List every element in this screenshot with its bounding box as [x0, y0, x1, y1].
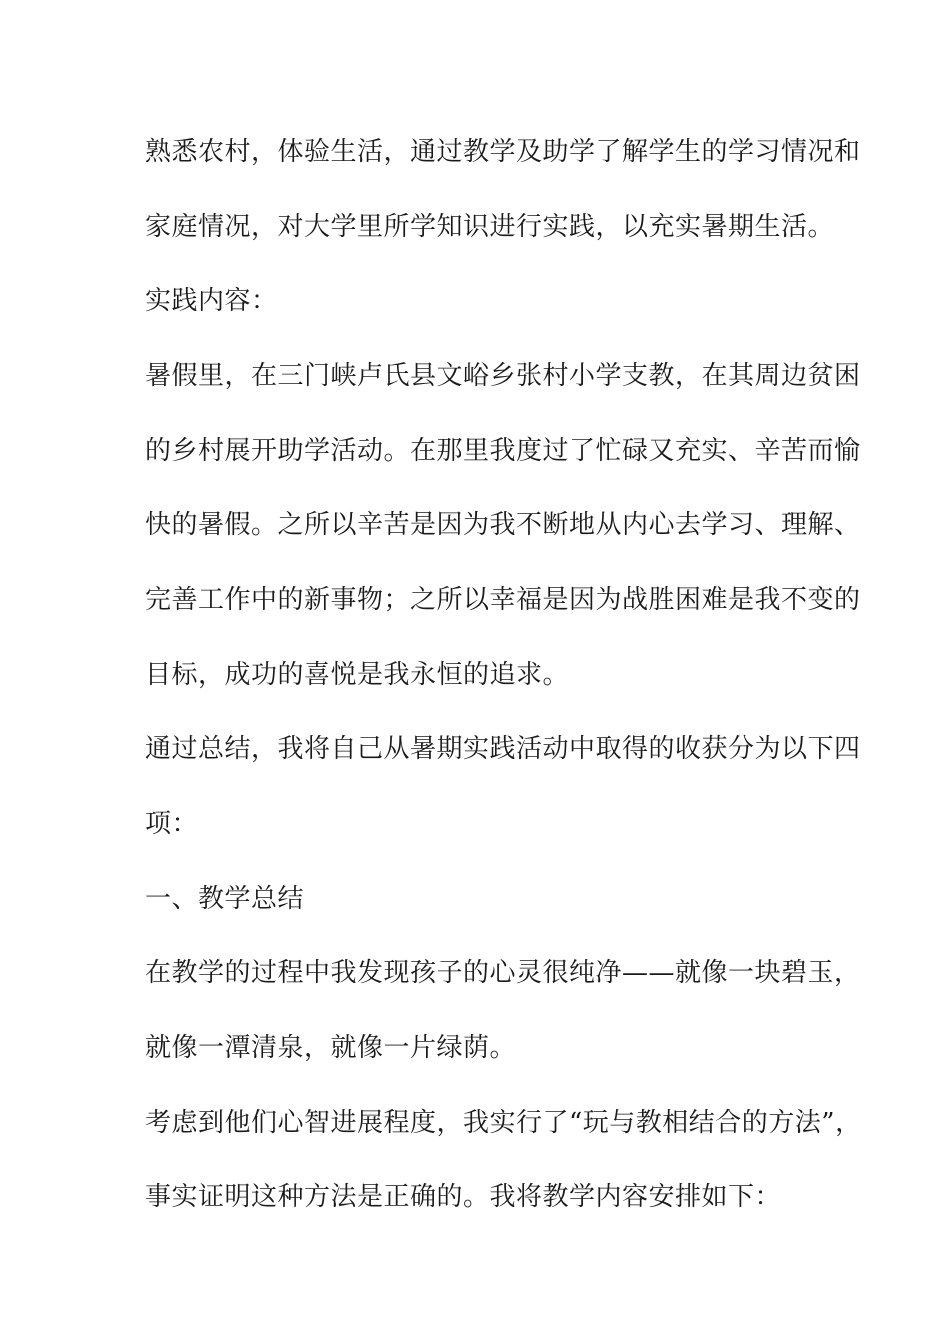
- text-line-10: 项：: [145, 809, 199, 839]
- text-line-4: 暑假里，在三门峡卢氏县文峪乡张村小学支教，在其周边贫困: [145, 361, 861, 391]
- text-line-12: 在教学的过程中我发现孩子的心灵很纯净——就像一块碧玉，: [145, 958, 861, 988]
- text-line-7: 完善工作中的新事物；之所以幸福是因为战胜困难是我不变的: [145, 585, 861, 615]
- text-line-1: 熟悉农村，体验生活，通过教学及助学了解学生的学习情况和: [145, 137, 861, 167]
- text-line-13: 就像一潭清泉，就像一片绿荫。: [145, 1033, 517, 1063]
- section-label-practice-content: 实践内容：: [145, 286, 278, 316]
- text-line-14: 考虑到他们心智进展程度，我实行了“玩与教相结合的方法”，: [145, 1108, 862, 1138]
- text-line-2: 家庭情况，对大学里所学知识进行实践，以充实暑期生活。: [145, 212, 835, 242]
- text-line-6: 快的暑假。之所以辛苦是因为我不断地从内心去学习、理解、: [145, 510, 861, 540]
- text-line-15: 事实证明这种方法是正确的。我将教学内容安排如下：: [145, 1182, 782, 1212]
- text-line-5: 的乡村展开助学活动。在那里我度过了忙碌又充实、辛苦而愉: [145, 436, 861, 466]
- text-line-8: 目标，成功的喜悦是我永恒的追求。: [145, 660, 570, 690]
- text-line-9: 通过总结，我将自己从暑期实践活动中取得的收获分为以下四: [145, 734, 861, 764]
- section-heading-teaching-summary: 一、教学总结: [145, 884, 305, 914]
